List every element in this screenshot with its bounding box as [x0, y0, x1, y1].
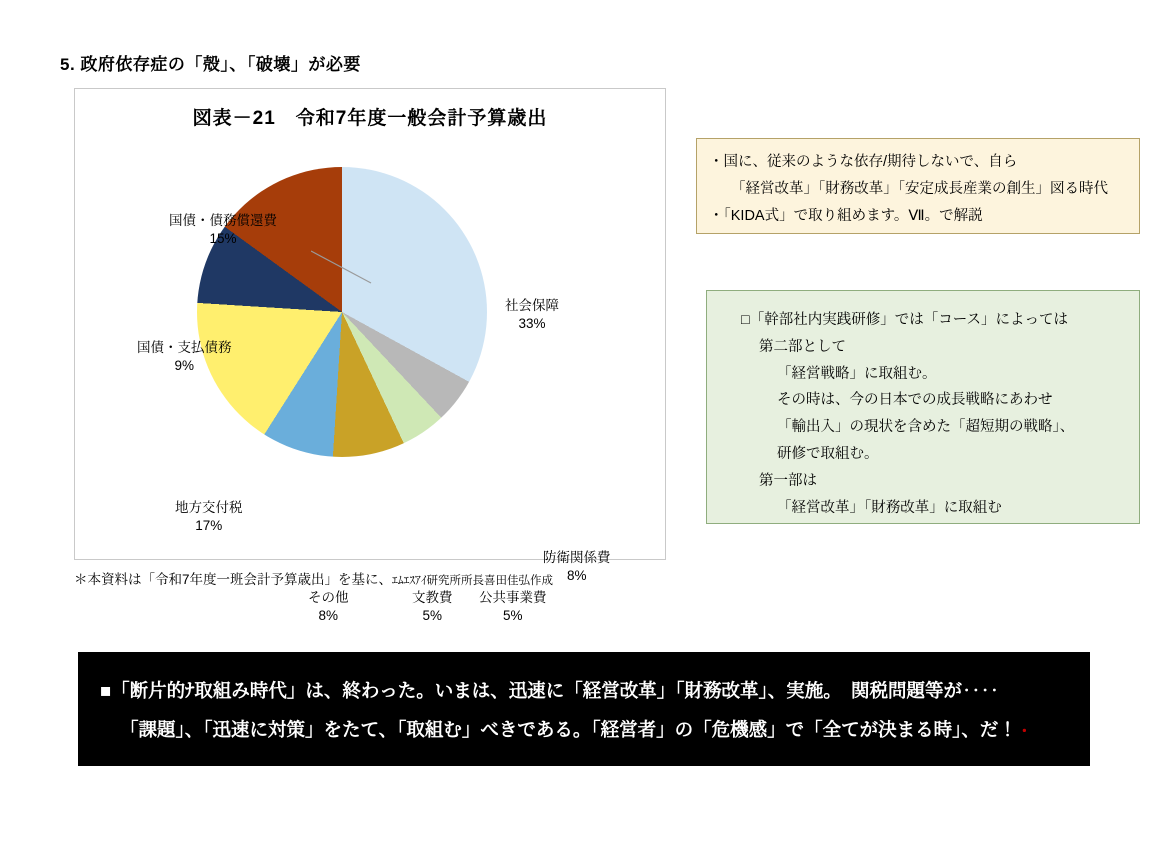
pie-label-bond-payment-value: 9%	[174, 358, 194, 374]
pie-label-bond-redemption	[169, 212, 277, 248]
banner-line-2-dot: ・	[1016, 722, 1032, 740]
pie-label-defense-name: 防衛関係費	[543, 550, 611, 565]
callout-top-line-3: ・「KIDA式」で取り組めます。Ⅶ。で解説	[709, 207, 983, 224]
pie-label-defense-value: 8%	[566, 568, 587, 584]
callout-bottom-line-3: 「経営戦略」に取組む。	[777, 365, 937, 382]
callout-bottom-line-2: 第二部として	[759, 338, 846, 355]
pie-label-bond-redemption-value: 15%	[209, 231, 237, 247]
pie-label-local-tax	[175, 499, 243, 535]
pie-label-local-tax-value: 17%	[195, 518, 223, 534]
pie-label-bond-payment-name: 国債・支払債務	[137, 340, 232, 355]
chart-source-note	[74, 568, 553, 588]
page-title: 5. 政府依存症の「殻」、「破壊」が必要	[60, 55, 361, 74]
callout-bottom-line-4: その時は、今の日本での成長戦略にあわせ	[777, 392, 1053, 409]
callout-bottom-line-7: 第一部は	[759, 472, 817, 489]
pie-label-bond-payment	[137, 339, 232, 375]
pie-label-social-name: 社会保障	[505, 298, 559, 313]
pie-label-social-value: 33%	[518, 316, 546, 332]
pie-label-bond-redemption-name: 国債・債務償還費	[169, 213, 277, 228]
bottom-banner	[78, 652, 1090, 766]
callout-top-line-1: ・国に、従来のような依存/期待しないで、自ら	[709, 154, 1018, 170]
callout-box-bottom	[706, 290, 1140, 524]
pie-label-public-works	[479, 589, 547, 625]
pie-label-education-name: 文教費	[412, 590, 453, 605]
pie-label-public-works-value: 5%	[502, 608, 523, 624]
pie-label-education	[412, 589, 453, 625]
banner-line-2-wrap	[100, 711, 1068, 750]
pie-label-local-tax-name: 地方交付税	[175, 500, 243, 515]
leader-line	[311, 249, 397, 289]
callout-top-line-2: 「経営改革」「財務改革」「安定成長産業の創生」図る時代	[731, 180, 1108, 197]
pie-label-other-name: その他	[308, 590, 349, 605]
callout-bottom-line-5: 「輸出入」の現状を含めた「超短期の戦略」、	[777, 419, 1075, 436]
pie-label-other-value: 8%	[318, 608, 338, 624]
chart-source-note-author: ｴﾑｴｽｱｲ研究所所長喜田佳弘作成	[392, 575, 554, 587]
pie-label-education-value: 5%	[422, 608, 442, 624]
chart-source-note-main: ＊本資料は「令和7年度一班会計予算歳出」を基に、	[74, 572, 393, 587]
pie-label-defense	[543, 549, 611, 585]
callout-bottom-line-8: 「経営改革」「財務改革」に取組む	[777, 499, 1002, 516]
banner-line-2: 「課題」、「迅速に対策」をたて、「取組む」べきである。「経営者」の「危機感」で「全てが決まる時」、だ！	[120, 718, 1017, 740]
callout-bottom-line-1: □「幹部社内実践研修」では「コース」によっては	[741, 312, 1069, 328]
callout-box-top	[696, 138, 1140, 234]
chart-title: 図表－21 令和7年度一般会計予算歳出	[192, 108, 548, 129]
pie-chart	[197, 167, 487, 457]
pie-slices	[197, 167, 487, 457]
callout-bottom-line-6: 研修で取組む。	[777, 446, 879, 463]
pie-label-public-works-name: 公共事業費	[479, 590, 547, 605]
pie-label-other	[308, 589, 349, 625]
banner-line-1: ■「断片的ﾅ取組み時代」は、終わった。いまは、迅速に「経営改革」「財務改革」、実施。 関税問題等が‥‥	[100, 680, 999, 701]
pie-label-social	[505, 297, 559, 333]
